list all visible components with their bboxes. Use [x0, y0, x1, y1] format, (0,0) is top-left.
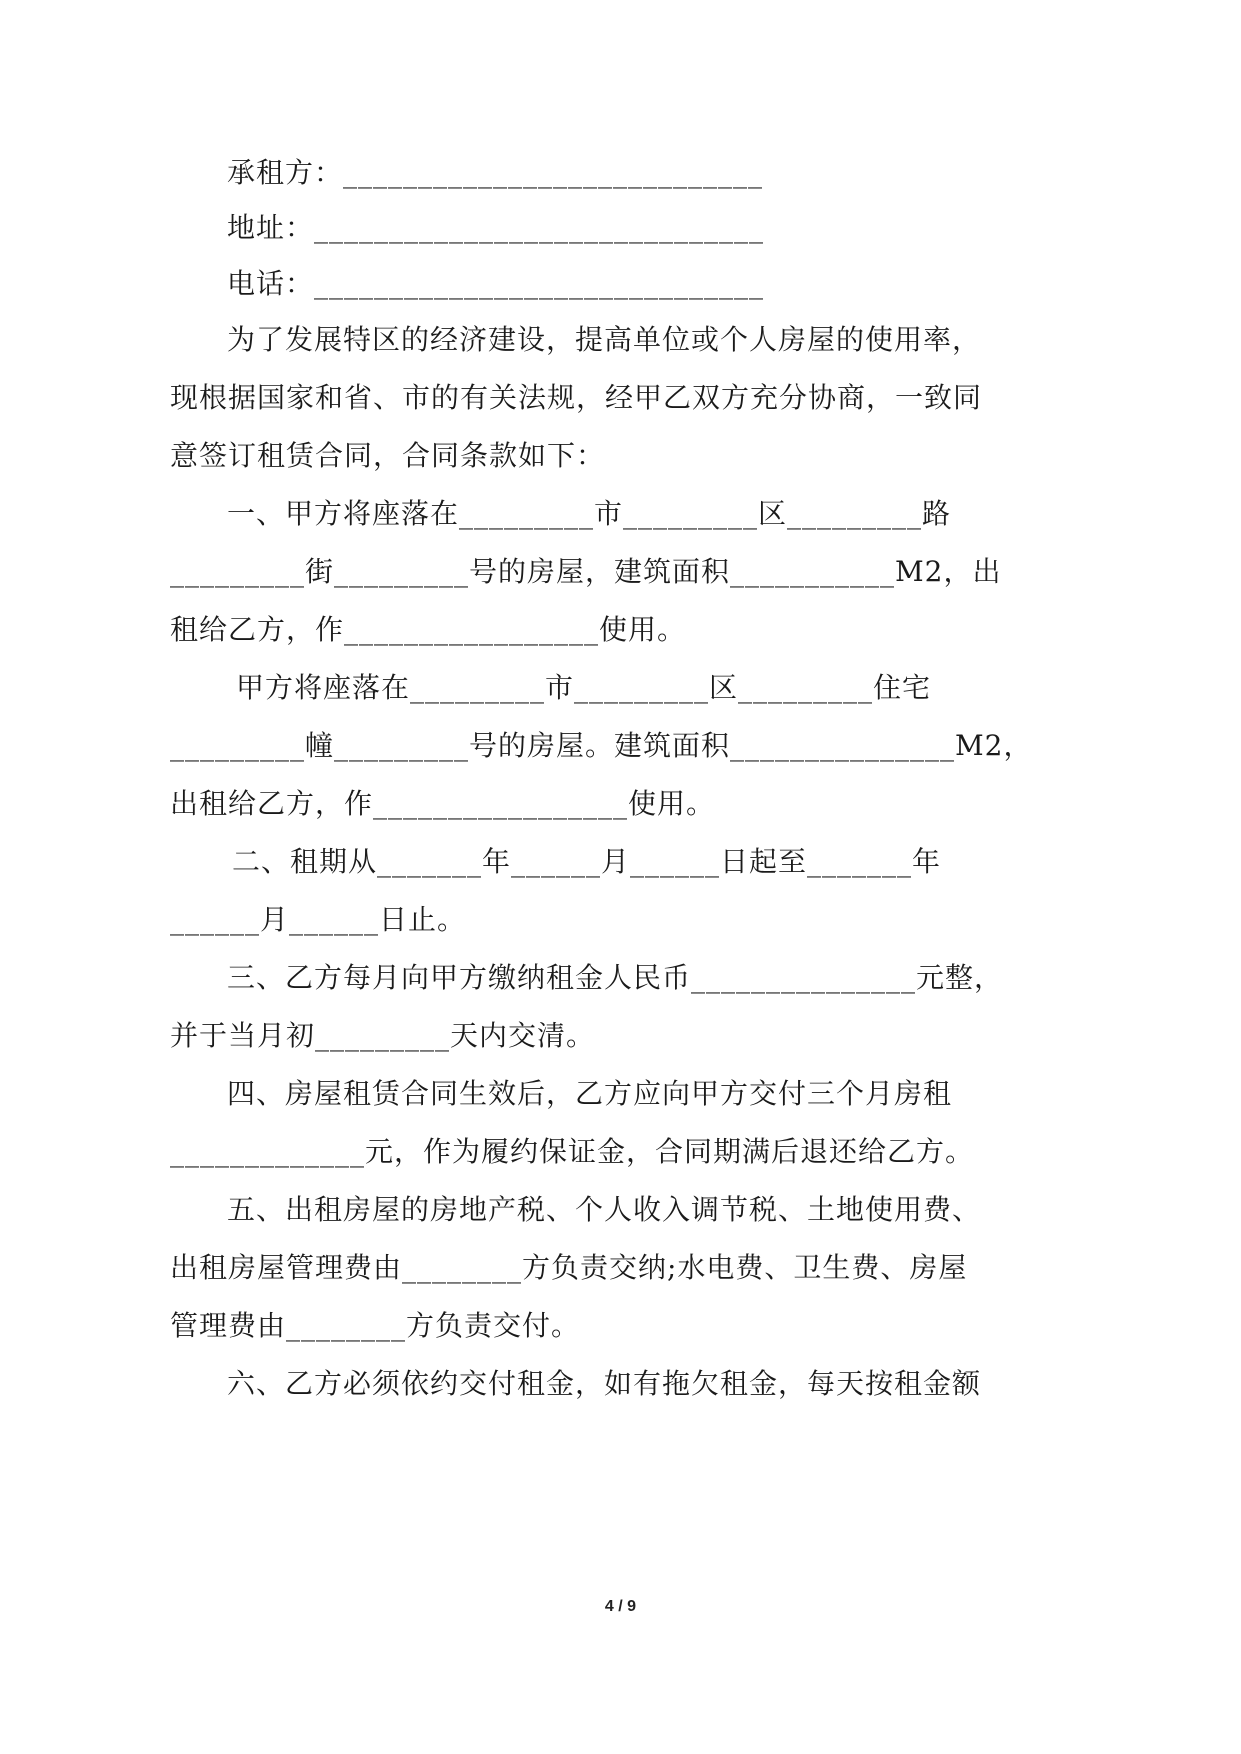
clause-3-line-1: 三、乙方每月向甲方缴纳租金人民币_______________元整， — [227, 961, 1004, 994]
clause-1-alt-line-2: _________幢_________号的房屋。建筑面积_______________M2， — [170, 729, 1033, 762]
tenant-line: 承租方：____________________________ — [227, 156, 764, 189]
clause-5-line-3: 管理费由________方负责交付。 — [170, 1309, 581, 1342]
clause-5-line-1: 五、出租房屋的房地产税、个人收入调节税、土地使用费、 — [227, 1193, 982, 1226]
clause-1-line-1: 一、甲方将座落在_________市_________区_________路 — [227, 497, 952, 530]
phone-line: 电话：______________________________ — [227, 267, 765, 300]
clause-1-alt-line-1: 甲方将座落在_________市_________区_________住宅 — [236, 671, 932, 704]
clause-4-line-2: _____________元，作为履约保证金，合同期满后退还给乙方。 — [170, 1135, 975, 1168]
clause-4-line-1: 四、房屋租赁合同生效后，乙方应向甲方交付三个月房租 — [227, 1077, 953, 1110]
clause-5-line-2: 出租房屋管理费由________方负责交纳;水电费、卫生费、房屋 — [170, 1251, 968, 1284]
clause-2-line-2: ______月______日止。 — [170, 903, 467, 936]
clause-1-line-2: _________街_________号的房屋，建筑面积___________M2，出 — [170, 555, 1002, 588]
preamble-line-2: 现根据国家和省、市的有关法规，经甲乙双方充分协商，一致同 — [170, 381, 983, 414]
address-line: 地址：______________________________ — [227, 211, 765, 244]
clause-1-alt-line-3: 出租给乙方，作_________________使用。 — [170, 787, 716, 820]
clause-2-line-1: 二、租期从_______年______月______日起至_______年 — [232, 845, 942, 878]
clause-1-line-3: 租给乙方，作_________________使用。 — [170, 613, 687, 646]
page-number: 4 / 9 — [604, 1598, 637, 1615]
preamble-line-3: 意签订租赁合同，合同条款如下： — [170, 439, 606, 472]
clause-3-line-2: 并于当月初_________天内交清。 — [170, 1019, 596, 1052]
preamble-line-1: 为了发展特区的经济建设，提高单位或个人房屋的使用率， — [227, 323, 982, 356]
clause-6-line-1: 六、乙方必须依约交付租金，如有拖欠租金，每天按租金额 — [227, 1367, 982, 1400]
